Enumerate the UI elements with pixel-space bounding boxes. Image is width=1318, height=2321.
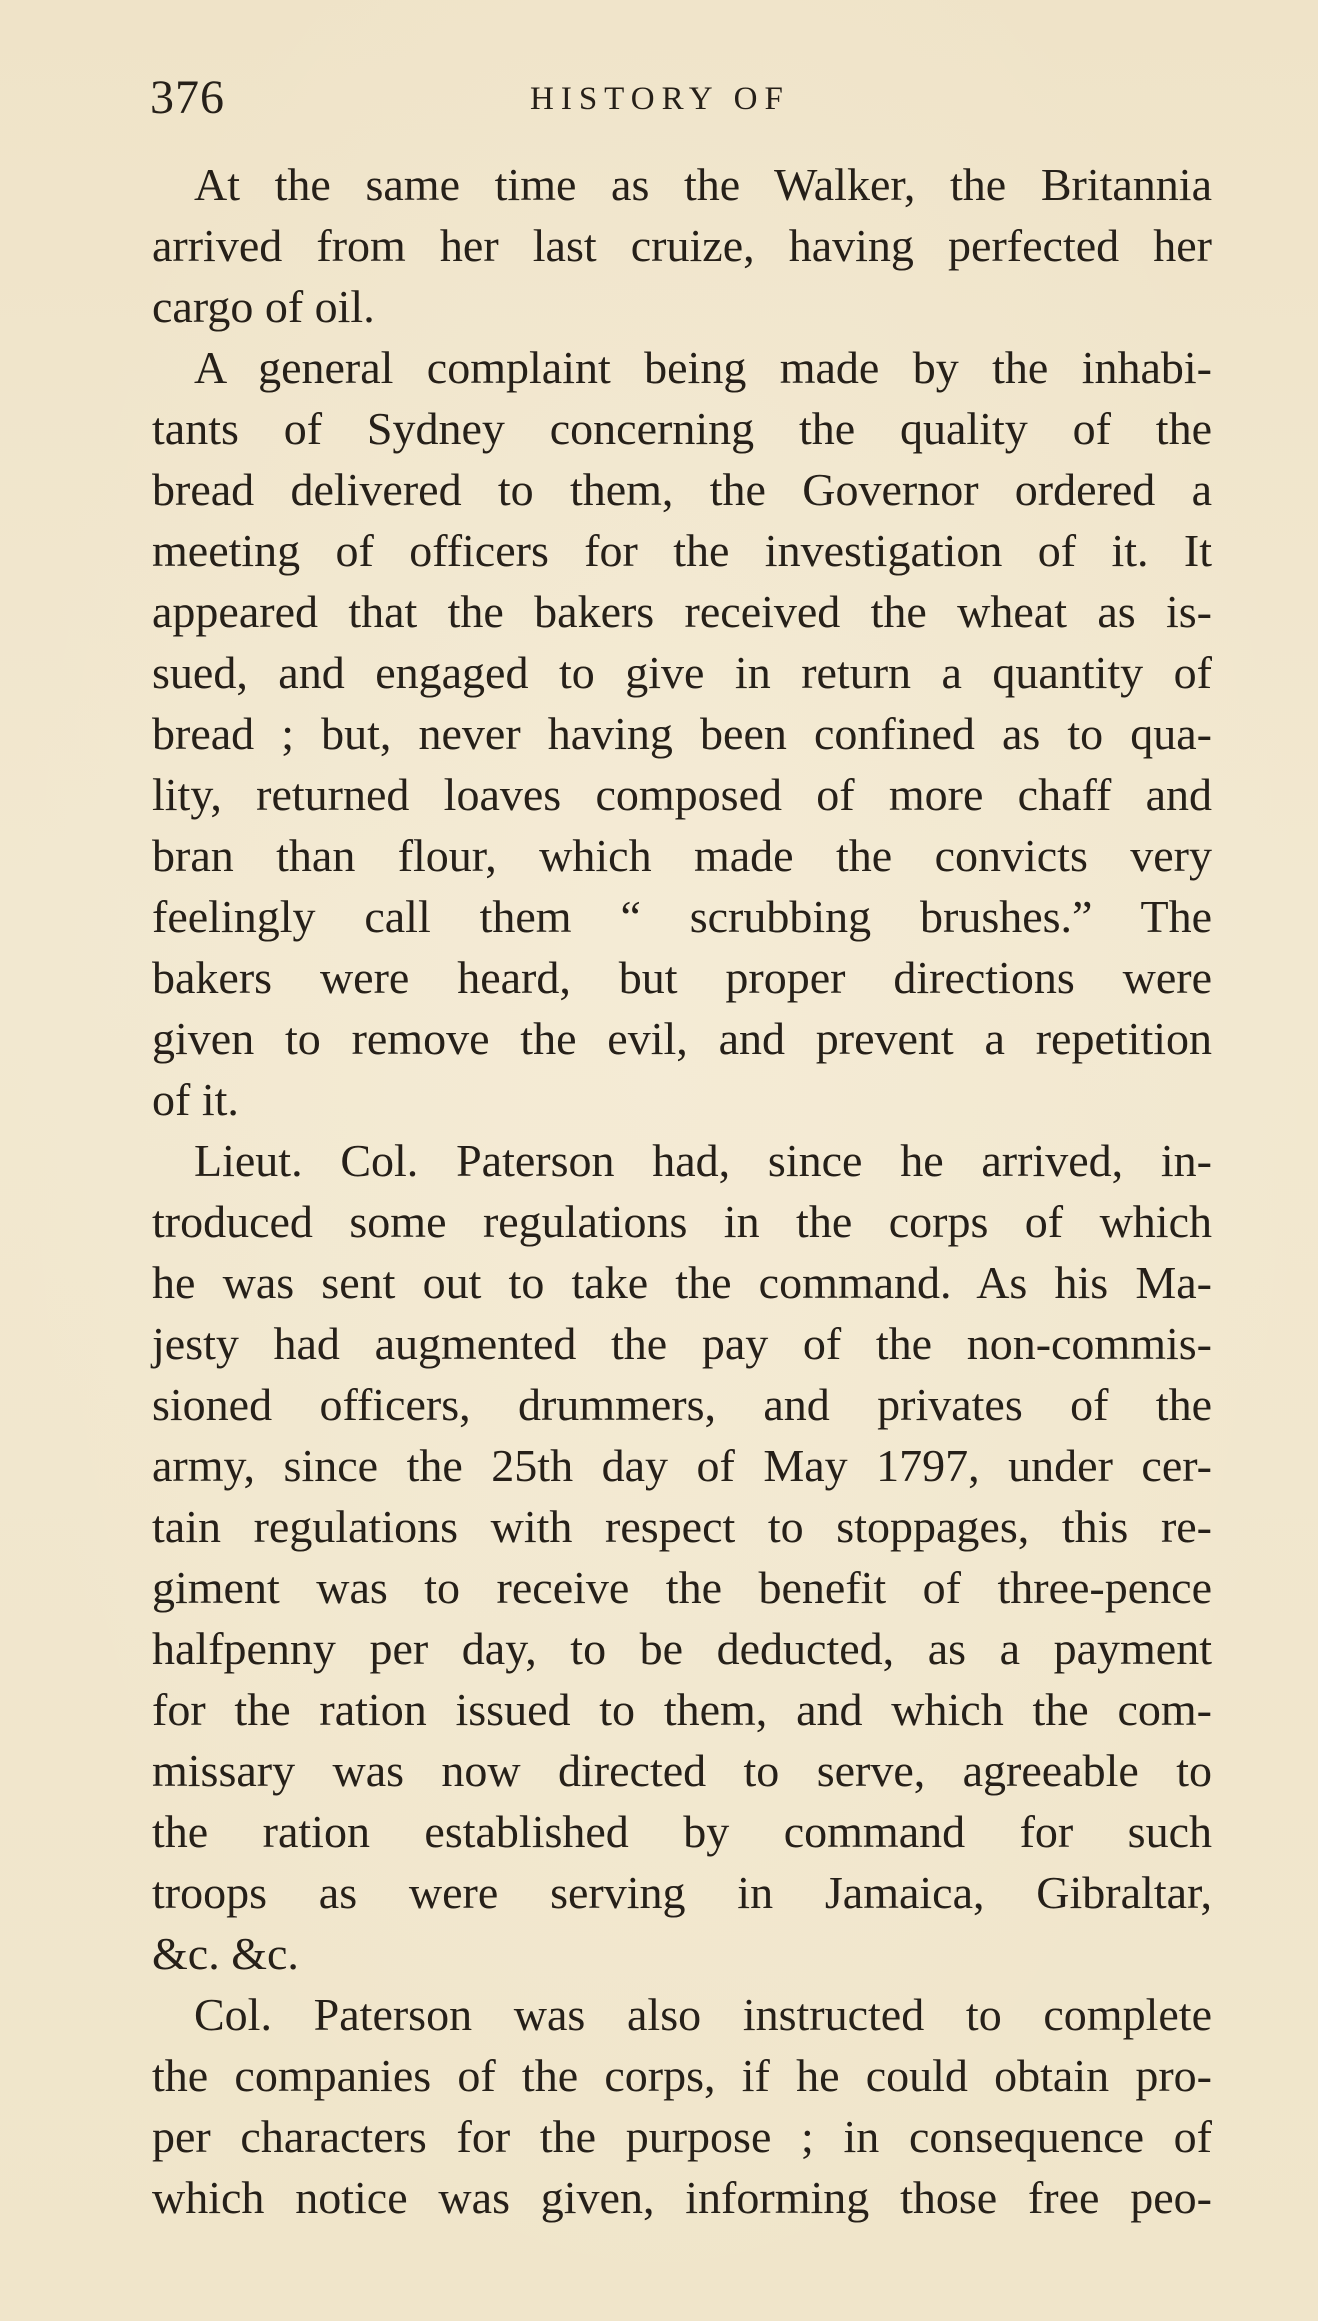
- text-line: At the same time as the Walker, the Britannia: [194, 159, 1212, 210]
- text-line: bakers were heard, but proper directions were: [152, 952, 1212, 1003]
- text-line: lity, returned loaves composed of more chaff and: [152, 769, 1212, 820]
- text-line: meeting of officers for the investigation of it. It: [152, 525, 1212, 576]
- text-line: A general complaint being made by the inhabi-: [194, 342, 1212, 393]
- text-line: tants of Sydney concerning the quality of the: [152, 403, 1212, 454]
- text-line: missary was now directed to serve, agreeable to: [152, 1745, 1212, 1796]
- text-line: troops as were serving in Jamaica, Gibraltar,: [152, 1867, 1212, 1918]
- text-line: arrived from her last cruize, having perfected her: [152, 220, 1212, 271]
- text-line: per characters for the purpose ; in consequence of: [152, 2111, 1212, 2162]
- text-line: halfpenny per day, to be deducted, as a payment: [152, 1623, 1212, 1674]
- text-line: Lieut. Col. Paterson had, since he arrived, in-: [194, 1135, 1212, 1186]
- running-title: HISTORY OF: [530, 81, 790, 117]
- text-line: of it.: [152, 1074, 239, 1125]
- text-line: the ration established by command for such: [152, 1806, 1212, 1857]
- text-line: the companies of the corps, if he could obtain pro-: [152, 2050, 1212, 2101]
- text-line: bran than flour, which made the convicts very: [152, 830, 1212, 881]
- text-line: troduced some regulations in the corps of which: [152, 1196, 1212, 1247]
- text-line: for the ration issued to them, and which the com-: [152, 1684, 1212, 1735]
- text-line: sioned officers, drummers, and privates of the: [152, 1379, 1212, 1430]
- text-line: Col. Paterson was also instructed to complete: [194, 1989, 1212, 2040]
- text-line: army, since the 25th day of May 1797, under cer-: [152, 1440, 1212, 1491]
- running-head: [150, 68, 1220, 128]
- text-line: giment was to receive the benefit of three-pence: [152, 1562, 1212, 1613]
- text-line: feelingly call them “ scrubbing brushes.” The: [152, 891, 1212, 942]
- text-line: which notice was given, informing those free peo-: [152, 2172, 1212, 2223]
- text-line: bread delivered to them, the Governor ordered a: [152, 464, 1212, 515]
- text-line: he was sent out to take the command. As his Ma-: [152, 1257, 1212, 1308]
- text-line: &c. &c.: [152, 1928, 299, 1979]
- text-line: jesty had augmented the pay of the non-commis-: [152, 1318, 1212, 1369]
- text-line: sued, and engaged to give in return a quantity of: [152, 647, 1212, 698]
- text-line: cargo of oil.: [152, 281, 375, 332]
- text-line: appeared that the bakers received the wheat as is-: [152, 586, 1212, 637]
- page-number: 376: [150, 71, 225, 124]
- text-line: bread ; but, never having been confined as to qua-: [152, 708, 1212, 759]
- text-line: given to remove the evil, and prevent a repetition: [152, 1013, 1212, 1064]
- text-line: tain regulations with respect to stoppages, this re-: [152, 1501, 1212, 1552]
